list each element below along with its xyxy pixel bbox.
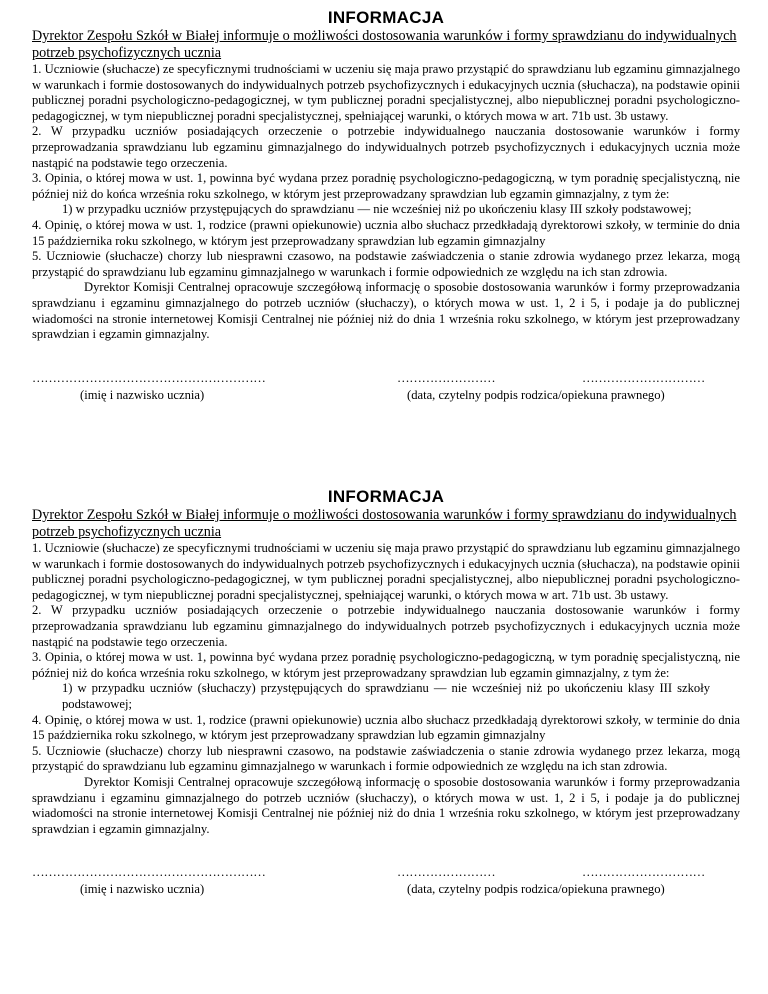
paragraph-4: 4. Opinię, o której mowa w ust. 1, rodzice (prawni opiekunowie) ucznia albo słuchacz przedkładają dyrektorowi szkoły, w terminie do dnia 15 października roku szkolnego, w którym jest przeprowadzany sprawdzian lub egzamin gimnazjalny [32, 217, 740, 248]
paragraph-6: Dyrektor Komisji Centralnej opracowuje szczegółową informację o sposobie dostosowania warunków i formy przeprowadzania sprawdzianu i egzaminu gimnazjalnego do potrzeb uczniów (słuchaczy), o których mowa w ust. 1, 2 i 5, i podaje ja do publicznej wiadomości na stronie internetowej Komisji Centralnej nie później niż do dnia 1 września roku szkolnego, w którym jest przeprowadzany sprawdzian i egzamin gimnazjalny. [32, 774, 740, 836]
date-line: …………………… [397, 370, 496, 385]
signature-row [32, 371, 740, 411]
paragraph-3: 3. Opinia, o której mowa w ust. 1, powinna być wydana przez poradnię psychologiczno-pedagogiczną, w tym poradnię specjalistyczną, nie później niż do końca września roku szkolnego, w którym jest przeprowadzany sprawdzian lub egzamin gimnazjalny, z tym że: [32, 650, 740, 680]
parent-signature-caption: (data, czytelny podpis rodzica/opiekuna prawnego) [407, 882, 665, 897]
block-subtitle: Dyrektor Zespołu Szkół w Białej informuje o możliwości dostosowania warunków i formy sprawdzianu do indywidualnych potrzeb psychofizycznych ucznia [32, 28, 737, 61]
paragraph-5: 5. Uczniowie (słuchacze) chorzy lub niesprawni czasowo, na podstawie zaświadczenia o stanie zdrowia wydanego przez lekarza, mogą przystąpić do sprawdzianu lub egzaminu gimnazjalnego w warunkach i formie odpowiednich ze względu na ich stan zdrowia. [32, 743, 740, 774]
paragraph-5: 5. Uczniowie (słuchacze) chorzy lub niesprawni czasowo, na podstawie zaświadczenia o stanie zdrowia wydanego przez lekarza, mogą przystąpić do sprawdzianu lub egzaminu gimnazjalnego w warunkach i formie odpowiednich ze względu na ich stan zdrowia. [32, 249, 740, 279]
date-line: …………………… [397, 865, 496, 880]
paragraph-1: 1. Uczniowie (słuchacze) ze specyficznymi trudnościami w uczeniu się maja prawo przystąpić do sprawdzianu lub egzaminu gimnazjalnego w warunkach i formie dostosowanych do indywidualnych potrzeb psychofizycznych i edukacyjnych ucznia (słuchacza), na podstawie opinii publicznej poradni psychologiczno-pedagogicznej, w tym publicznej poradni specjalistycznej, albo niepublicznej poradni psychologiczno-pedagogicznej, w tym niepublicznej poradni specjalistycznej, spełniającej warunki, o których mowa w art. 71b ust. 3b ustawy. [32, 541, 740, 602]
paragraph-2: 2. W przypadku uczniów posiadających orzeczenie o potrzebie indywidualnego nauczania dostosowanie warunków i formy przeprowadzania sprawdzianu lub egzaminu gimnazjalnego do indywidualnych potrzeb psychofizycznych i edukacyjnych ucznia może nastąpić na podstawie tego orzeczenia. [32, 603, 740, 649]
student-name-caption: (imię i nazwisko ucznia) [80, 882, 205, 897]
parent-signature-caption: (data, czytelny podpis rodzica/opiekuna prawnego) [407, 387, 665, 402]
block-subtitle: Dyrektor Zespołu Szkół w Białej informuje o możliwości dostosowania warunków i formy sprawdzianu do indywidualnych potrzeb psychofizycznych ucznia [32, 507, 737, 540]
paragraph-4: 4. Opinię, o której mowa w ust. 1, rodzice (prawni opiekunowie) ucznia albo słuchacz przedkładają dyrektorowi szkoły, w terminie do dnia 15 października roku szkolnego, w którym jest przeprowadzany sprawdzian lub egzamin gimnazjalny [32, 712, 740, 743]
paragraph-3-point-1: 1) w przypadku uczniów (słuchaczy) przystępujących do sprawdzianu — nie wcześniej niż po ukończeniu klasy III szkoły podstawowej; [62, 681, 710, 711]
student-name-line: ………………………………………………… [32, 370, 266, 385]
block-heading: INFORMACJA [327, 487, 445, 506]
paragraph-3: 3. Opinia, o której mowa w ust. 1, powinna być wydana przez poradnię psychologiczno-pedagogiczną, w tym poradnię specjalistyczną, nie później niż do końca września roku szkolnego, w którym jest przeprowadzany sprawdzian lub egzamin gimnazjalny, z tym że: [32, 171, 740, 201]
student-name-caption: (imię i nazwisko ucznia) [80, 387, 205, 402]
parent-signature-line: ………………………… [582, 370, 705, 385]
paragraph-3-point-1: 1) w przypadku uczniów przystępujących do sprawdzianu — nie wcześniej niż po ukończeniu klasy III szkoły podstawowej; [62, 202, 692, 217]
information-block-2 [32, 487, 740, 905]
paragraph-1: 1. Uczniowie (słuchacze) ze specyficznymi trudnościami w uczeniu się maja prawo przystąpić do sprawdzianu lub egzaminu gimnazjalnego w warunkach i formie dostosowanych do indywidualnych potrzeb psychofizycznych i edukacyjnych ucznia (słuchacza), na podstawie opinii publicznej poradni psychologiczno-pedagogicznej, w tym publicznej poradni specjalistycznej, albo niepublicznej poradni psychologiczno-pedagogicznej, w tym niepublicznej poradni specjalistycznej, spełniającej warunki, o których mowa w art. 71b ust. 3b ustawy. [32, 62, 740, 123]
student-name-line: ………………………………………………… [32, 865, 266, 880]
parent-signature-line: ………………………… [582, 865, 705, 880]
information-block-1 [32, 8, 740, 411]
signature-row [32, 865, 740, 905]
block-heading: INFORMACJA [327, 8, 445, 27]
paragraph-2: 2. W przypadku uczniów posiadających orzeczenie o potrzebie indywidualnego nauczania dostosowanie warunków i formy przeprowadzania sprawdzianu lub egzaminu gimnazjalnego do indywidualnych potrzeb psychofizycznych i edukacyjnych ucznia może nastąpić na podstawie tego orzeczenia. [32, 124, 740, 170]
paragraph-6: Dyrektor Komisji Centralnej opracowuje szczegółową informację o sposobie dostosowania warunków i formy przeprowadzania sprawdzianu i egzaminu gimnazjalnego do potrzeb uczniów (słuchaczy), o których mowa w ust. 1, 2 i 5, i podaje ja do publicznej wiadomości na stronie internetowej Komisji Centralnej nie później niż do dnia 1 września roku szkolnego, w którym jest przeprowadzany sprawdzian i egzamin gimnazjalny. [32, 280, 740, 342]
